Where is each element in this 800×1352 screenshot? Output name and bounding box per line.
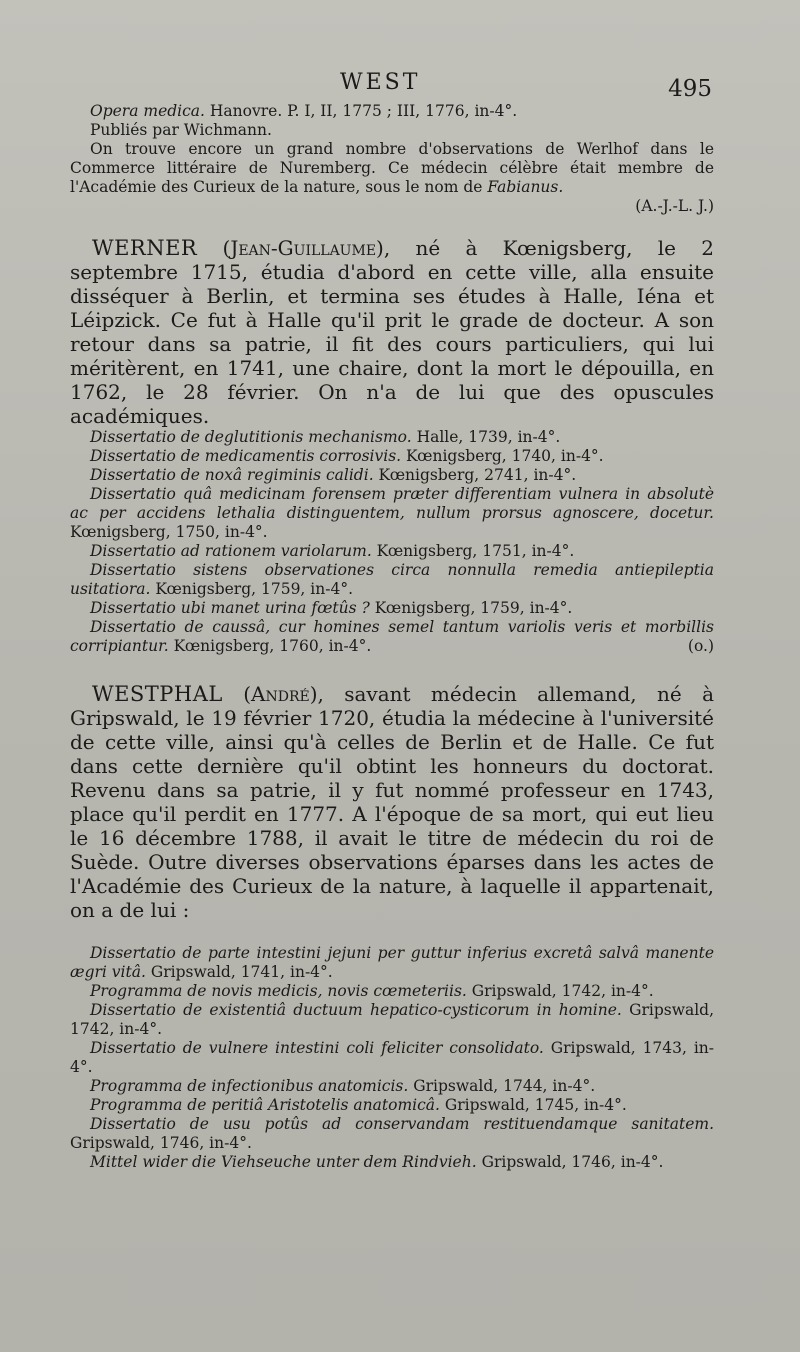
werner-biography [70,236,714,428]
bibliography-entry [70,599,714,618]
work-title: Dissertatio quâ medicinam forensem præter differentiam vulnera in absolutè ac per accidens lethalia distinguentem, nullum prorsus agnoscere, docetur. [70,485,714,522]
bibliography-entry [70,428,714,447]
work-title: Dissertatio de deglutitionis mechanismo. [90,428,412,446]
werlhof-note-text: On trouve encore un grand nombre d'observations de Werlhof dans le Commerce littéraire de Nuremberg. Ce médecin célèbre était membre de l'Académie des Curieux de la nature, sous le nom de [70,140,714,196]
work-title: Dissertatio ad rationem variolarum. [90,542,372,560]
bibliography-entry [70,1153,714,1172]
westphal-biography [70,682,714,922]
work-title: Dissertatio de usu potûs ad conservandam restituendamque sanitatem. [90,1115,714,1133]
work-details: Gripswald, 1746, in-4°. [70,1134,252,1152]
westphal-works [70,944,714,1172]
work-title: Dissertatio de existentiâ ductuum hepatico-cysticorum in homine. [90,1001,622,1019]
work-title: Dissertatio de vulnere intestini coli feliciter consolidato. [90,1039,544,1057]
page-number: 495 [668,76,712,102]
work-details: Kœnigsberg, 1760, in-4°. [168,637,372,655]
bibliography-entry [70,1096,714,1115]
westphal-text: , savant médecin allemand, né à Gripswald, le 19 février 1720, étudia la médecine à l'université de cette ville, ainsi qu'à celles de Berlin et de Halle. Ce fut dans cette dernière qu'il obtint les honneurs du doctorat. Revenu dans sa patrie, il y fut nommé professeur en 1743, place qu'il perdit en 1777. A l'époque de sa mort, qui eut lieu le 16 décembre 1788, il avait le titre de médecin du roi de Suède. Outre diverses observations éparses dans les actes de l'Académie des Curieux de la nature, à laquelle il appartenait, on a de lui : [70,682,715,922]
bibliography-entry [70,447,714,466]
westphal-name: WESTPHAL [92,682,223,706]
bibliography-entry [70,944,714,982]
author-signature: (o.) [687,637,714,655]
werner-text: , né à Kœnigsberg, le 2 septembre 1715, étudia d'abord en cette ville, alla ensuite disséquer à Berlin, et termina ses études à Halle, Iéna et Léipzick. Ce fut à Halle qu'il prit le grade de docteur. A son retour dans sa patrie, il fit des cours particuliers, qui lui méritèrent, en 1741, une chaire, dont la mort le dépouilla, en 1762, le 28 février. On n'a de lui que des opuscules académiques. [70,236,714,428]
werlhof-publisher-note: Publiés par Wichmann. [90,121,272,139]
westphal-given-name: (André) [243,682,318,706]
werner-entry [70,236,714,428]
bibliography-entry [70,561,714,599]
work-details: Kœnigsberg, 1750, in-4°. [70,523,268,541]
work-details: Gripswald, 1744, in-4°. [408,1077,596,1095]
work-details: Gripswald, 1742, in-4°. [466,982,654,1000]
work-title: Opera medica. [90,102,205,120]
bibliography-entry [70,466,714,485]
westphal-entry [70,682,714,922]
work-title: Dissertatio sistens observationes circa nonnulla remedia antiepileptia usitatiora. [70,561,714,598]
werlhof-continuation [70,102,714,216]
bibliography-entry [70,618,714,656]
bibliography-entry [70,1115,714,1153]
work-details: Hanovre. P. I, II, 1775 ; III, 1776, in-4°. [204,102,518,120]
bibliography-entry [70,982,714,1001]
werlhof-work [70,102,714,121]
work-title: Programma de novis medicis, novis cœmeteriis. [90,982,467,1000]
work-title: Programma de infectionibus anatomicis. [90,1077,409,1095]
bibliography-entry [70,1039,714,1077]
work-title: Dissertatio de caussâ, cur homines semel tantum variolis veris et morbillis corripiantur. [70,618,714,655]
work-details: Halle, 1739, in-4°. [411,428,561,446]
werlhof-alias: Fabianus. [487,178,564,196]
werner-name: WERNER [92,236,198,260]
work-title: Dissertatio de noxâ regiminis calidi. [90,466,374,484]
work-details: Kœnigsberg, 1759, in-4°. [369,599,573,617]
work-title: Dissertatio de medicamentis corrosivis. [90,447,402,465]
werner-given-name: (Jean-Guillaume) [222,236,384,260]
work-title: Programma de peritiâ Aristotelis anatomicâ. [90,1096,440,1114]
work-details: Kœnigsberg, 1751, in-4°. [371,542,575,560]
page-header [0,70,800,100]
werner-works [70,428,714,656]
running-head: WEST [340,70,421,95]
work-details: Gripswald, 1743, in-4°. [70,1039,715,1076]
bibliography-entry [70,542,714,561]
work-details: Kœnigsberg, 1740, in-4°. [401,447,604,465]
work-details: Kœnigsberg, 1759, in-4°. [150,580,353,598]
work-title: Mittel wider die Viehseuche unter dem Rindvieh. [90,1153,477,1171]
bibliography-entry [70,1001,714,1039]
work-title: Dissertatio ubi manet urina fœtûs ? [90,599,370,617]
bibliography-entry [70,1077,714,1096]
werlhof-note [70,140,714,197]
work-details: Gripswald, 1746, in-4°. [476,1153,664,1171]
work-details: Gripswald, 1741, in-4°. [145,963,333,981]
work-details: Gripswald, 1745, in-4°. [439,1096,627,1114]
werlhof-signature: (A.-J.-L. J.) [635,197,714,215]
work-details: Kœnigsberg, 2741, in-4°. [373,466,577,484]
work-details: Gripswald, 1742, in-4°. [70,1001,715,1038]
work-title: Dissertatio de parte intestini jejuni per guttur inferius excretâ salvâ manente ægri vitâ. [70,944,714,981]
bibliography-entry [70,485,714,542]
